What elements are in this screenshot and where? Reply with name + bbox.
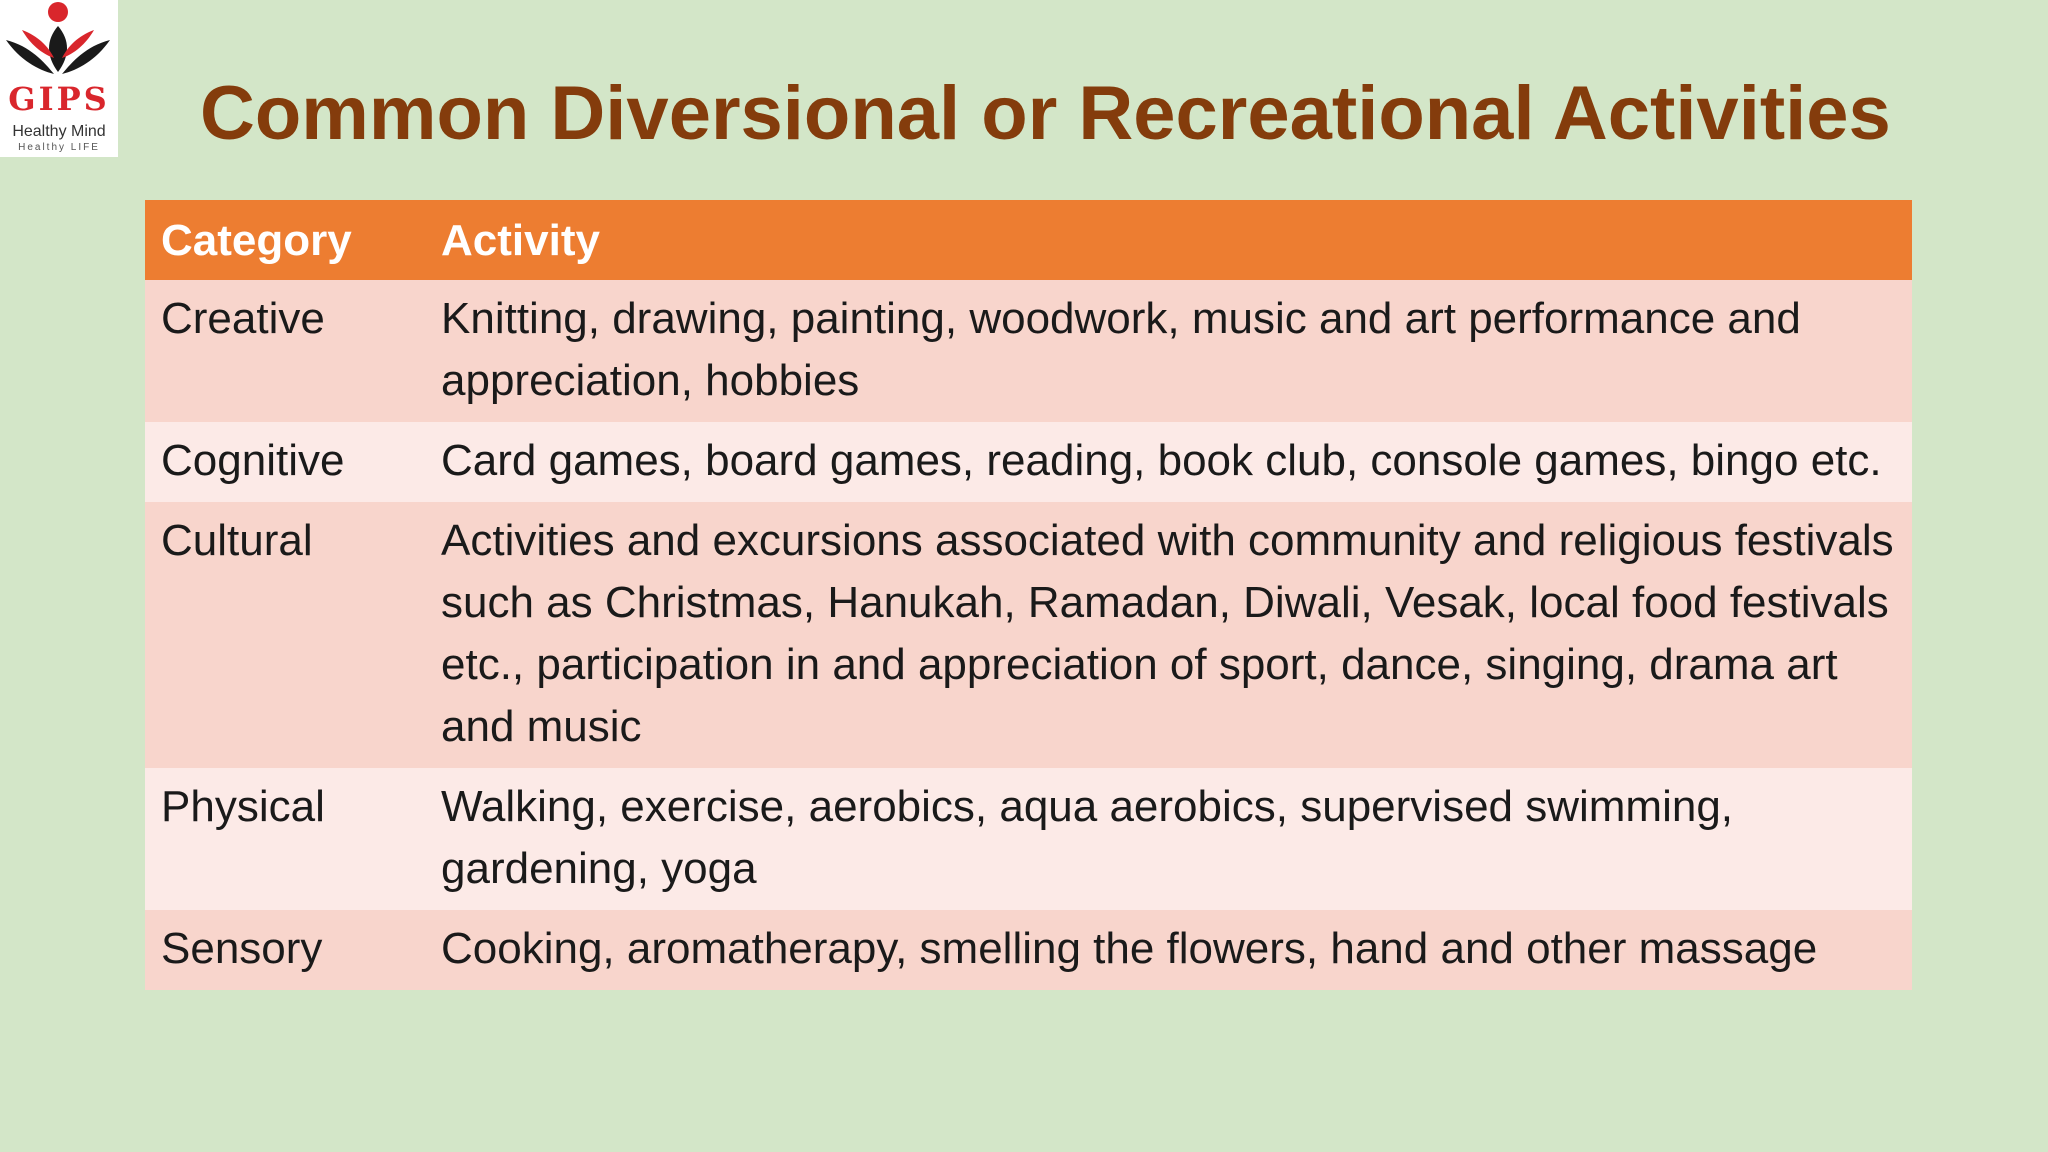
- header-category: Category: [161, 216, 352, 265]
- table-header-row: [145, 200, 1912, 280]
- logo-brand-text: GIPS: [8, 80, 110, 118]
- activities-table: [145, 200, 1912, 990]
- row-activity: Knitting, drawing, painting, woodwork, music and art performance and appreciation, hobbies: [441, 294, 1801, 405]
- logo-tagline-secondary: Healthy LIFE: [18, 142, 100, 153]
- row-activity: Activities and excursions associated with community and religious festivals such as Christmas, Hanukah, Ramadan, Diwali, Vesak, local food festivals etc., participation in and appreciation of sport, dance, singing, drama art and music: [441, 516, 1894, 751]
- row-category: Sensory: [161, 924, 323, 973]
- table-row: [145, 280, 1912, 422]
- table-row: [145, 422, 1912, 502]
- row-category: Cognitive: [161, 436, 345, 485]
- gips-logo: [0, 0, 118, 157]
- table-row: [145, 502, 1912, 768]
- logo-tagline-primary: Healthy Mind: [12, 123, 106, 140]
- table-row: [145, 910, 1912, 990]
- row-category: Cultural: [161, 516, 313, 565]
- lotus-figure-icon: [0, 0, 118, 82]
- table-row: [145, 768, 1912, 910]
- row-category: Physical: [161, 782, 325, 831]
- header-activity: Activity: [441, 216, 600, 265]
- row-activity: Cooking, aromatherapy, smelling the flowers, hand and other massage: [441, 924, 1818, 973]
- row-activity: Walking, exercise, aerobics, aqua aerobics, supervised swimming, gardening, yoga: [441, 782, 1734, 893]
- slide-title: Common Diversional or Recreational Activities: [200, 71, 1891, 156]
- row-activity: Card games, board games, reading, book club, console games, bingo etc.: [441, 436, 1882, 485]
- row-category: Creative: [161, 294, 325, 343]
